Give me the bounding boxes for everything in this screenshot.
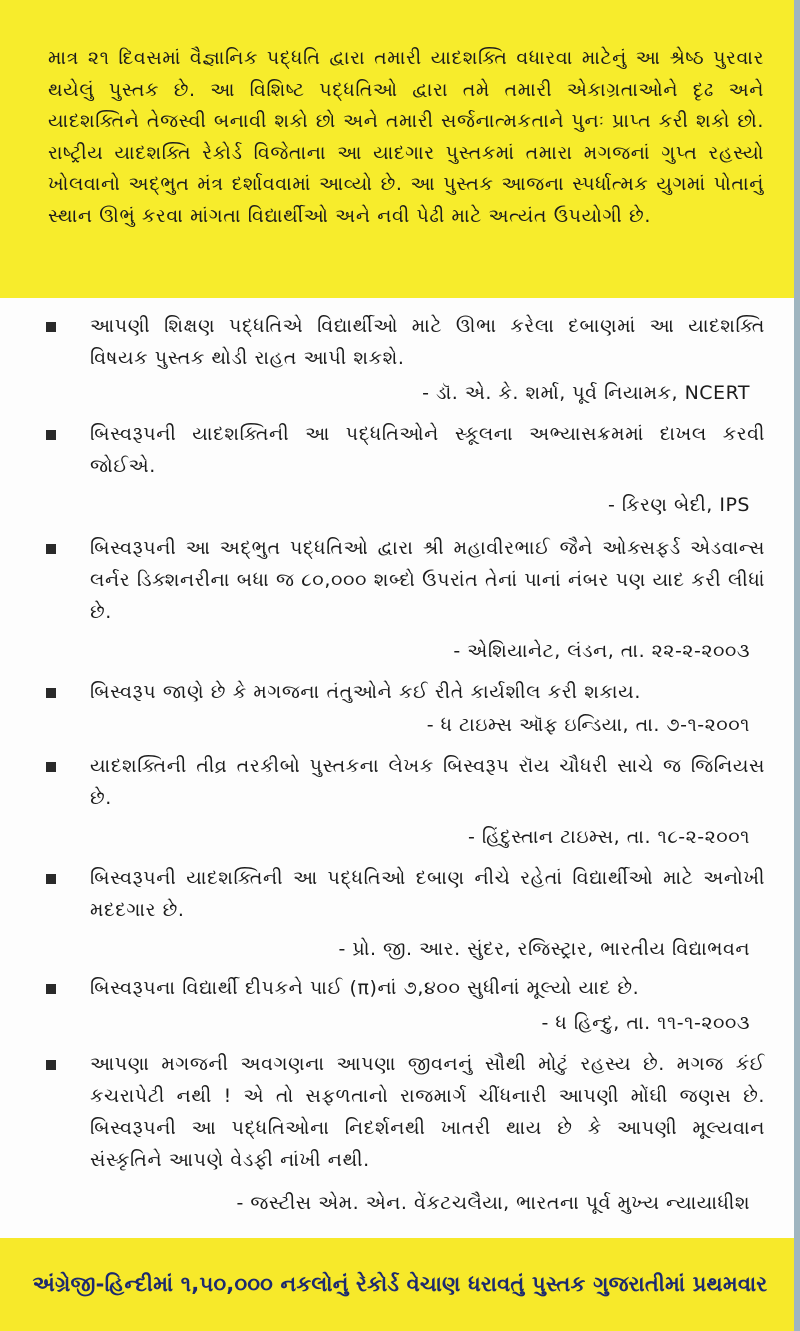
bullet-icon [46, 762, 56, 772]
testimonial-text: આપણી શિક્ષણ પદ્ધતિએ વિદ્યાર્થીઓ માટે ઊભા કરેલા દબાણમાં આ યાદશક્તિ વિષયક પુસ્તક થોડી રાહત આપી શકશે. [90, 315, 765, 369]
intro-paragraph: માત્ર ૨૧ દિવસમાં વૈજ્ઞાનિક પદ્ધતિ દ્વારા તમારી યાદશક્તિ વધારવા માટેનું આ શ્રેષ્ઠ પુરવાર થયેલું પુસ્તક છે. આ વિશિષ્ટ પદ્ધતિઓ દ્વારા તમે તમારી એકાગ્રતાઓને દૃઢ અને યાદશક્તિને તેજસ્વી બનાવી શકો છો અને તમારી સર્જનાત્મકતાને પુનઃ પ્રાપ્ત કરી શકો છો. રાષ્ટ્રીય યાદશક્તિ રેકોર્ડ વિજેતાના આ યાદગાર પુસ્તકમાં તમારા મગજનાં ગુપ્ત રહસ્યો ખોલવાનો અદ્ભુત મંત્ર દર્શાવવામાં આવ્યો છે. આ પુસ્તક આજના સ્પર્ધાત્મક યુગમાં પોતાનું સ્થાન ઊભું કરવા માંગતા વિદ્યાર્થીઓ અને નવી પેઢી માટે અત્યંત ઉપયોગી છે. [48, 47, 764, 227]
testimonial-text: બિસ્વરૂપની યાદશક્તિની આ પદ્ધતિઓને સ્કૂલના અભ્યાસક્રમમાં દાખલ કરવી જોઈએ. [90, 423, 765, 477]
testimonial-text: બિસ્વરૂપ જાણે છે કે મગજના તંતુઓને કઈ રીતે કાર્યશીલ કરી શકાય. [90, 681, 641, 703]
testimonial-attribution: - પ્રો. જી. આર. સુંદર, રજિસ્ટ્રાર, ભારતીય વિદ્યાભવન [338, 938, 750, 960]
bullet-icon [46, 1060, 56, 1070]
bullet-icon [46, 984, 56, 994]
testimonial-attribution: - ધ હિન્દુ, તા. ૧૧-૧-૨૦૦૩ [541, 1012, 750, 1034]
testimonial-text: બિસ્વરૂપની આ અદ્ભુત પદ્ધતિઓ દ્વારા શ્રી મહાવીરભાઈ જૈને ઓક્સફર્ડ એડવાન્સ લર્નર ડિક્શનરીના બધા જ ૮૦,૦૦૦ શબ્દો ઉપરાંત તેનાં પાનાં નંબર પણ યાદ કરી લીધાં છે. [90, 537, 765, 623]
bullet-icon [46, 430, 56, 440]
page-edge [794, 0, 800, 1331]
testimonial-attribution: - એશિયાનેટ, લંડન, તા. ૨૨-૨-૨૦૦૩ [453, 640, 750, 662]
testimonial-text: યાદશક્તિની તીવ્ર તરકીબો પુસ્તકના લેખક બિસ્વરૂપ રૉય ચૌધરી સાચે જ જિનિયસ છે. [90, 755, 765, 809]
bullet-icon [46, 874, 56, 884]
testimonial-attribution: - ડૉ. એ. કે. શર્મા, પૂર્વ નિયામક, NCERT [422, 382, 750, 404]
testimonial-text: બિસ્વરૂપના વિદ્યાર્થી દીપકને પાઈ (π)નાં ૭,૪૦૦ સુધીનાં મૂલ્યો યાદ છે. [90, 977, 640, 999]
testimonial-attribution: - હિંદુસ્તાન ટાઇમ્સ, તા. ૧૮-૨-૨૦૦૧ [467, 826, 750, 848]
testimonials-section [0, 298, 794, 1238]
bullet-icon [46, 544, 56, 554]
testimonial-attribution: - કિરણ બેદી, IPS [607, 494, 750, 516]
testimonial-text: આપણા મગજની અવગણના આપણા જીવનનું સૌથી મોટું રહસ્ય છે. મગજ કંઈ કચરાપેટી નથી ! એ તો સફળતાનો રાજમાર્ગ ચીંધનારી આપણી મોંઘી જણસ છે. બિસ્વરૂપની આ પદ્ધતિઓના નિદર્શનથી ખાતરી થાય છે કે આપણી મૂલ્યવાન સંસ્કૃતિને આપણે વેડફી નાંખી નથી. [90, 1053, 765, 1171]
testimonial-attribution: - જસ્ટીસ એમ. એન. વેંકટચલૈયા, ભારતના પૂર્વ મુખ્ય ન્યાયાધીશ [236, 1192, 750, 1214]
bullet-icon [46, 688, 56, 698]
bullet-icon [46, 322, 56, 332]
testimonial-attribution: - ધ ટાઇમ્સ ઑફ ઇન્ડિયા, તા. ૭-૧-૨૦૦૧ [426, 714, 750, 736]
testimonial-text: બિસ્વરૂપની યાદશક્તિની આ પદ્ધતિઓ દબાણ નીચે રહેતાં વિદ્યાર્થીઓ માટે અનોખી મદદગાર છે. [90, 867, 765, 921]
intro-panel [0, 0, 794, 298]
footer-banner-text: અંગ્રેજી-હિન્દીમાં ૧,૫૦,૦૦૦ નકલોનું રેકોર્ડ વેચાણ ધરાવતું પુસ્તક ગુજરાતીમાં પ્રથમવાર [32, 1272, 768, 1296]
footer-banner [0, 1238, 800, 1331]
